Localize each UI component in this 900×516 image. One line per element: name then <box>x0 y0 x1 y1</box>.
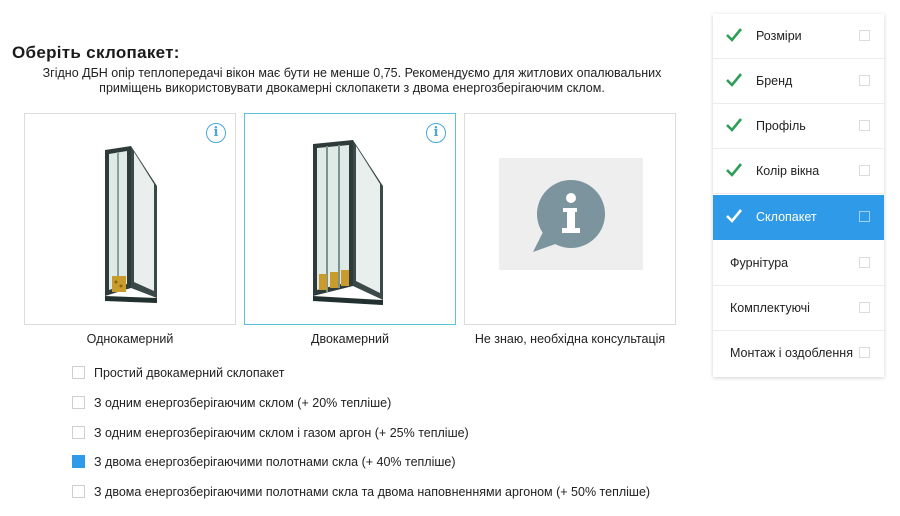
single-chamber-glass-image <box>85 136 185 306</box>
step-glass-unit[interactable] <box>713 195 884 240</box>
step-accessories[interactable] <box>713 286 884 331</box>
step-hardware[interactable] <box>713 241 884 286</box>
step-label: Бренд <box>756 74 793 88</box>
page-title: Оберіть склопакет: <box>12 43 180 62</box>
checkbox[interactable] <box>72 485 85 498</box>
option-label: З одним енергозберігаючим склом (+ 20% тепліше) <box>94 396 392 410</box>
step-status-box <box>859 75 870 86</box>
page-description: Згідно ДБН опір теплопередачі вікон має бути не менше 0,75. Рекомендуємо для житлових опалювальних приміщень використовувати двокамерні склопакети з двома енергозберігаючим склом. <box>42 66 662 95</box>
option-label: З двома енергозберігаючими полотнами скла (+ 40% тепліше) <box>94 455 456 469</box>
step-status-box <box>859 165 870 176</box>
step-sizes[interactable] <box>713 14 884 59</box>
checkbox[interactable] <box>72 426 85 439</box>
step-status-box <box>859 211 870 222</box>
step-label: Монтаж і оздоблення <box>730 346 853 360</box>
check-icon <box>725 72 743 88</box>
step-label: Профіль <box>756 119 806 133</box>
glass-card-single-label: Однокамерний <box>86 332 174 346</box>
glass-card-consultation-label: Не знаю, необхідна консультація <box>474 332 666 346</box>
info-icon[interactable]: i <box>206 123 226 143</box>
step-label: Розміри <box>756 29 802 43</box>
step-label: Комплектуючі <box>730 301 810 315</box>
step-profile[interactable] <box>713 104 884 149</box>
checkbox[interactable] <box>72 366 85 379</box>
step-label: Фурнітура <box>730 256 789 270</box>
glass-card-consultation[interactable] <box>464 113 676 325</box>
option-label: Простий двокамерний склопакет <box>94 366 285 380</box>
check-icon <box>725 117 743 133</box>
option-label: З одним енергозберігаючим склом і газом аргон (+ 25% тепліше) <box>94 426 469 440</box>
double-chamber-glass-image <box>285 136 415 306</box>
option-label: З двома енергозберігаючими полотнами скла та двома наповненнями аргоном (+ 50% тепліше) <box>94 485 651 499</box>
checkbox[interactable] <box>72 396 85 409</box>
check-icon <box>725 162 743 178</box>
steps-sidebar <box>713 14 884 377</box>
step-status-box <box>859 257 870 268</box>
glass-card-double-label: Двокамерний <box>311 332 389 346</box>
step-status-box <box>859 30 870 41</box>
glass-card-double[interactable] <box>244 113 456 325</box>
info-icon[interactable]: i <box>426 123 446 143</box>
step-status-box <box>859 302 870 313</box>
glass-card-single[interactable] <box>24 113 236 325</box>
step-brand[interactable] <box>713 59 884 104</box>
step-status-box <box>859 347 870 358</box>
step-installation[interactable] <box>713 331 884 376</box>
step-label: Колір вікна <box>756 164 820 178</box>
check-icon <box>725 208 743 224</box>
info-speech-bubble-icon <box>499 158 643 270</box>
checkbox-checked[interactable] <box>72 455 85 468</box>
step-window-color[interactable] <box>713 149 884 194</box>
step-label: Склопакет <box>756 210 817 224</box>
check-icon <box>725 27 743 43</box>
step-status-box <box>859 120 870 131</box>
